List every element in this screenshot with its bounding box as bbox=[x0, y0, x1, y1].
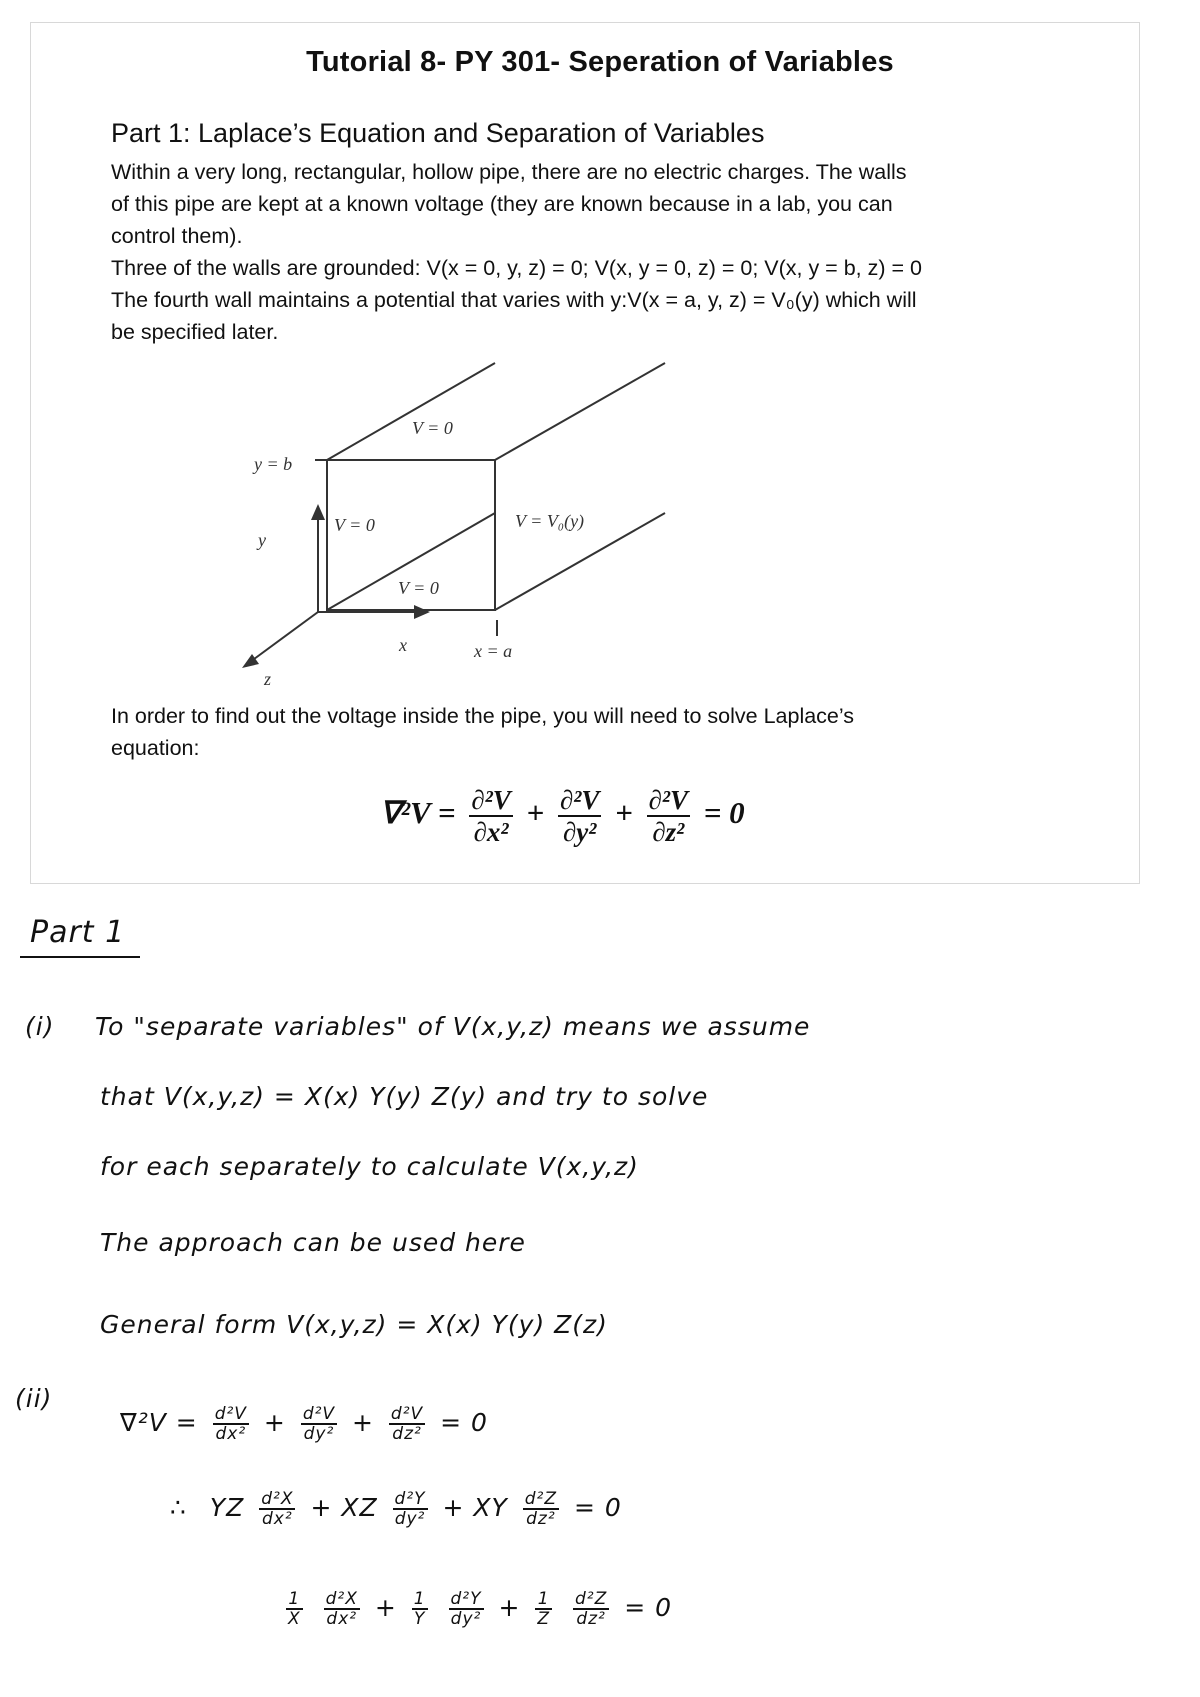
part-underline bbox=[20, 956, 140, 958]
eq2-rhs: = 0 bbox=[573, 1493, 622, 1522]
laplace-term1-den: ∂x² bbox=[469, 815, 512, 847]
eq1-plus: + bbox=[263, 1408, 286, 1437]
item-ii-label: (ii) bbox=[15, 1384, 53, 1413]
label-v-top: V = 0 bbox=[412, 418, 453, 438]
laplace-rhs: = 0 bbox=[703, 795, 745, 831]
intro-line: Within a very long, rectangular, hollow pipe, there are no electric charges. The walls bbox=[111, 160, 907, 184]
intro-line: control them). bbox=[111, 224, 243, 248]
intro-line: The fourth wall maintains a potential that varies with y:V(x = a, y, z) = V₀(y) which will bbox=[111, 288, 917, 312]
eq2-c1: YZ bbox=[209, 1493, 245, 1522]
laplace-plus: + bbox=[526, 795, 545, 831]
laplace-plus: + bbox=[615, 795, 633, 831]
eq3-p3-num: 1 bbox=[537, 1589, 550, 1609]
eq1-t3-num: d²V bbox=[390, 1404, 424, 1424]
pipe-top-left-edge bbox=[327, 363, 495, 460]
eq1-rhs: = 0 bbox=[440, 1408, 488, 1437]
item-i-line5: General form V(x,y,z) = X(x) Y(y) Z(z) bbox=[100, 1310, 608, 1339]
item-i-line3: for each separately to calculate V(x,y,z) bbox=[100, 1152, 639, 1181]
eq2-t1-num: d²X bbox=[261, 1489, 294, 1509]
eq3-plus: + bbox=[498, 1593, 521, 1622]
instruction-line: In order to find out the voltage inside the pipe, you will need to solve Laplace’s bbox=[111, 704, 855, 728]
eq1-t1-den: dx² bbox=[213, 1423, 249, 1443]
laplace-lhs: ∇²V = bbox=[380, 795, 456, 831]
item-i-label: (i) bbox=[25, 1012, 55, 1041]
eq1-t2-num: d²V bbox=[302, 1404, 336, 1424]
eq3-p2-num: 1 bbox=[413, 1589, 426, 1609]
eq3-t2-den: dy² bbox=[449, 1608, 484, 1628]
label-v-right: V = V₀(y) bbox=[515, 511, 585, 531]
item-i-line2: that V(x,y,z) = X(x) Y(y) Z(y) and try to solve bbox=[100, 1082, 709, 1111]
z-axis-line bbox=[250, 612, 318, 662]
eq3-p3-den: Z bbox=[537, 1609, 551, 1629]
eq3-p1-den: X bbox=[288, 1609, 301, 1629]
therefore-symbol: ∴ bbox=[170, 1493, 187, 1522]
intro-line: of this pipe are kept at a known voltage (they are known because in a lab, you can bbox=[111, 192, 893, 216]
label-v-bottom: V = 0 bbox=[398, 578, 439, 598]
eq2-t3-num: d²Z bbox=[524, 1489, 558, 1509]
eq2-t2-num: d²Y bbox=[394, 1489, 426, 1509]
eq3-plus: + bbox=[374, 1593, 397, 1622]
label-y-axis: y bbox=[258, 530, 266, 550]
eq3-p1-num: 1 bbox=[288, 1589, 301, 1609]
instruction-paragraph bbox=[111, 700, 1051, 764]
laplace-term2-num: ∂²V bbox=[559, 785, 600, 815]
handwritten-eq1 bbox=[120, 1405, 488, 1443]
eq2-t1-den: dx² bbox=[259, 1508, 295, 1528]
eq3-t2-num: d²Y bbox=[450, 1589, 482, 1609]
label-x-a: x = a bbox=[474, 641, 513, 661]
label-y-b: y = b bbox=[254, 454, 293, 474]
item-i-line1: To "separate variables" of V(x,y,z) means we assume bbox=[95, 1012, 811, 1041]
eq2-t2-den: dy² bbox=[393, 1508, 428, 1528]
eq3-t1-num: d²X bbox=[325, 1589, 358, 1609]
laplace-equation bbox=[380, 785, 745, 847]
laplace-term1-num: ∂²V bbox=[471, 785, 511, 815]
eq2-t3-den: dz² bbox=[523, 1508, 559, 1528]
x-axis-arrow bbox=[414, 605, 430, 619]
eq1-t1-num: d²V bbox=[214, 1404, 247, 1424]
label-v-left: V = 0 bbox=[334, 515, 375, 535]
eq1-t3-den: dz² bbox=[389, 1423, 425, 1443]
page-title: Tutorial 8- PY 301- Seperation of Variables bbox=[306, 46, 894, 78]
part-heading: Part 1: Laplace’s Equation and Separation of Variables bbox=[111, 118, 765, 148]
intro-line: Three of the walls are grounded: V(x = 0, y, z) = 0; V(x, y = 0, z) = 0; V(x, y = b, z) = 0 bbox=[111, 256, 922, 280]
eq1-lhs: ∇²V = bbox=[120, 1408, 198, 1437]
pipe-diagram bbox=[0, 0, 1200, 700]
intro-line: be specified later. bbox=[111, 320, 279, 344]
eq3-p2-den: Y bbox=[412, 1608, 428, 1628]
laplace-term2-den: ∂y² bbox=[558, 815, 601, 847]
eq2-c2: + XZ bbox=[310, 1493, 378, 1522]
label-x-axis: x bbox=[399, 635, 407, 655]
y-axis-arrow bbox=[311, 504, 325, 520]
eq3-t1-den: dx² bbox=[324, 1608, 360, 1628]
handwritten-eq2 bbox=[170, 1490, 622, 1528]
eq2-c3: + XY bbox=[442, 1493, 508, 1522]
eq3-t3-num: d²Z bbox=[574, 1589, 608, 1609]
pipe-top-right-edge bbox=[495, 363, 665, 460]
laplace-term3-den: ∂z² bbox=[647, 815, 690, 847]
item-i-line4: The approach can be used here bbox=[100, 1228, 526, 1257]
eq3-rhs: = 0 bbox=[624, 1593, 673, 1622]
handwritten-eq3 bbox=[280, 1590, 672, 1628]
laplace-term3-num: ∂²V bbox=[648, 785, 689, 815]
eq1-t2-den: dy² bbox=[301, 1423, 337, 1443]
eq3-t3-den: dz² bbox=[573, 1608, 609, 1628]
instruction-line: equation: bbox=[111, 736, 200, 760]
label-z-axis: z bbox=[264, 669, 272, 689]
handwritten-part-heading: Part 1 bbox=[30, 915, 126, 950]
eq1-plus: + bbox=[352, 1408, 374, 1437]
